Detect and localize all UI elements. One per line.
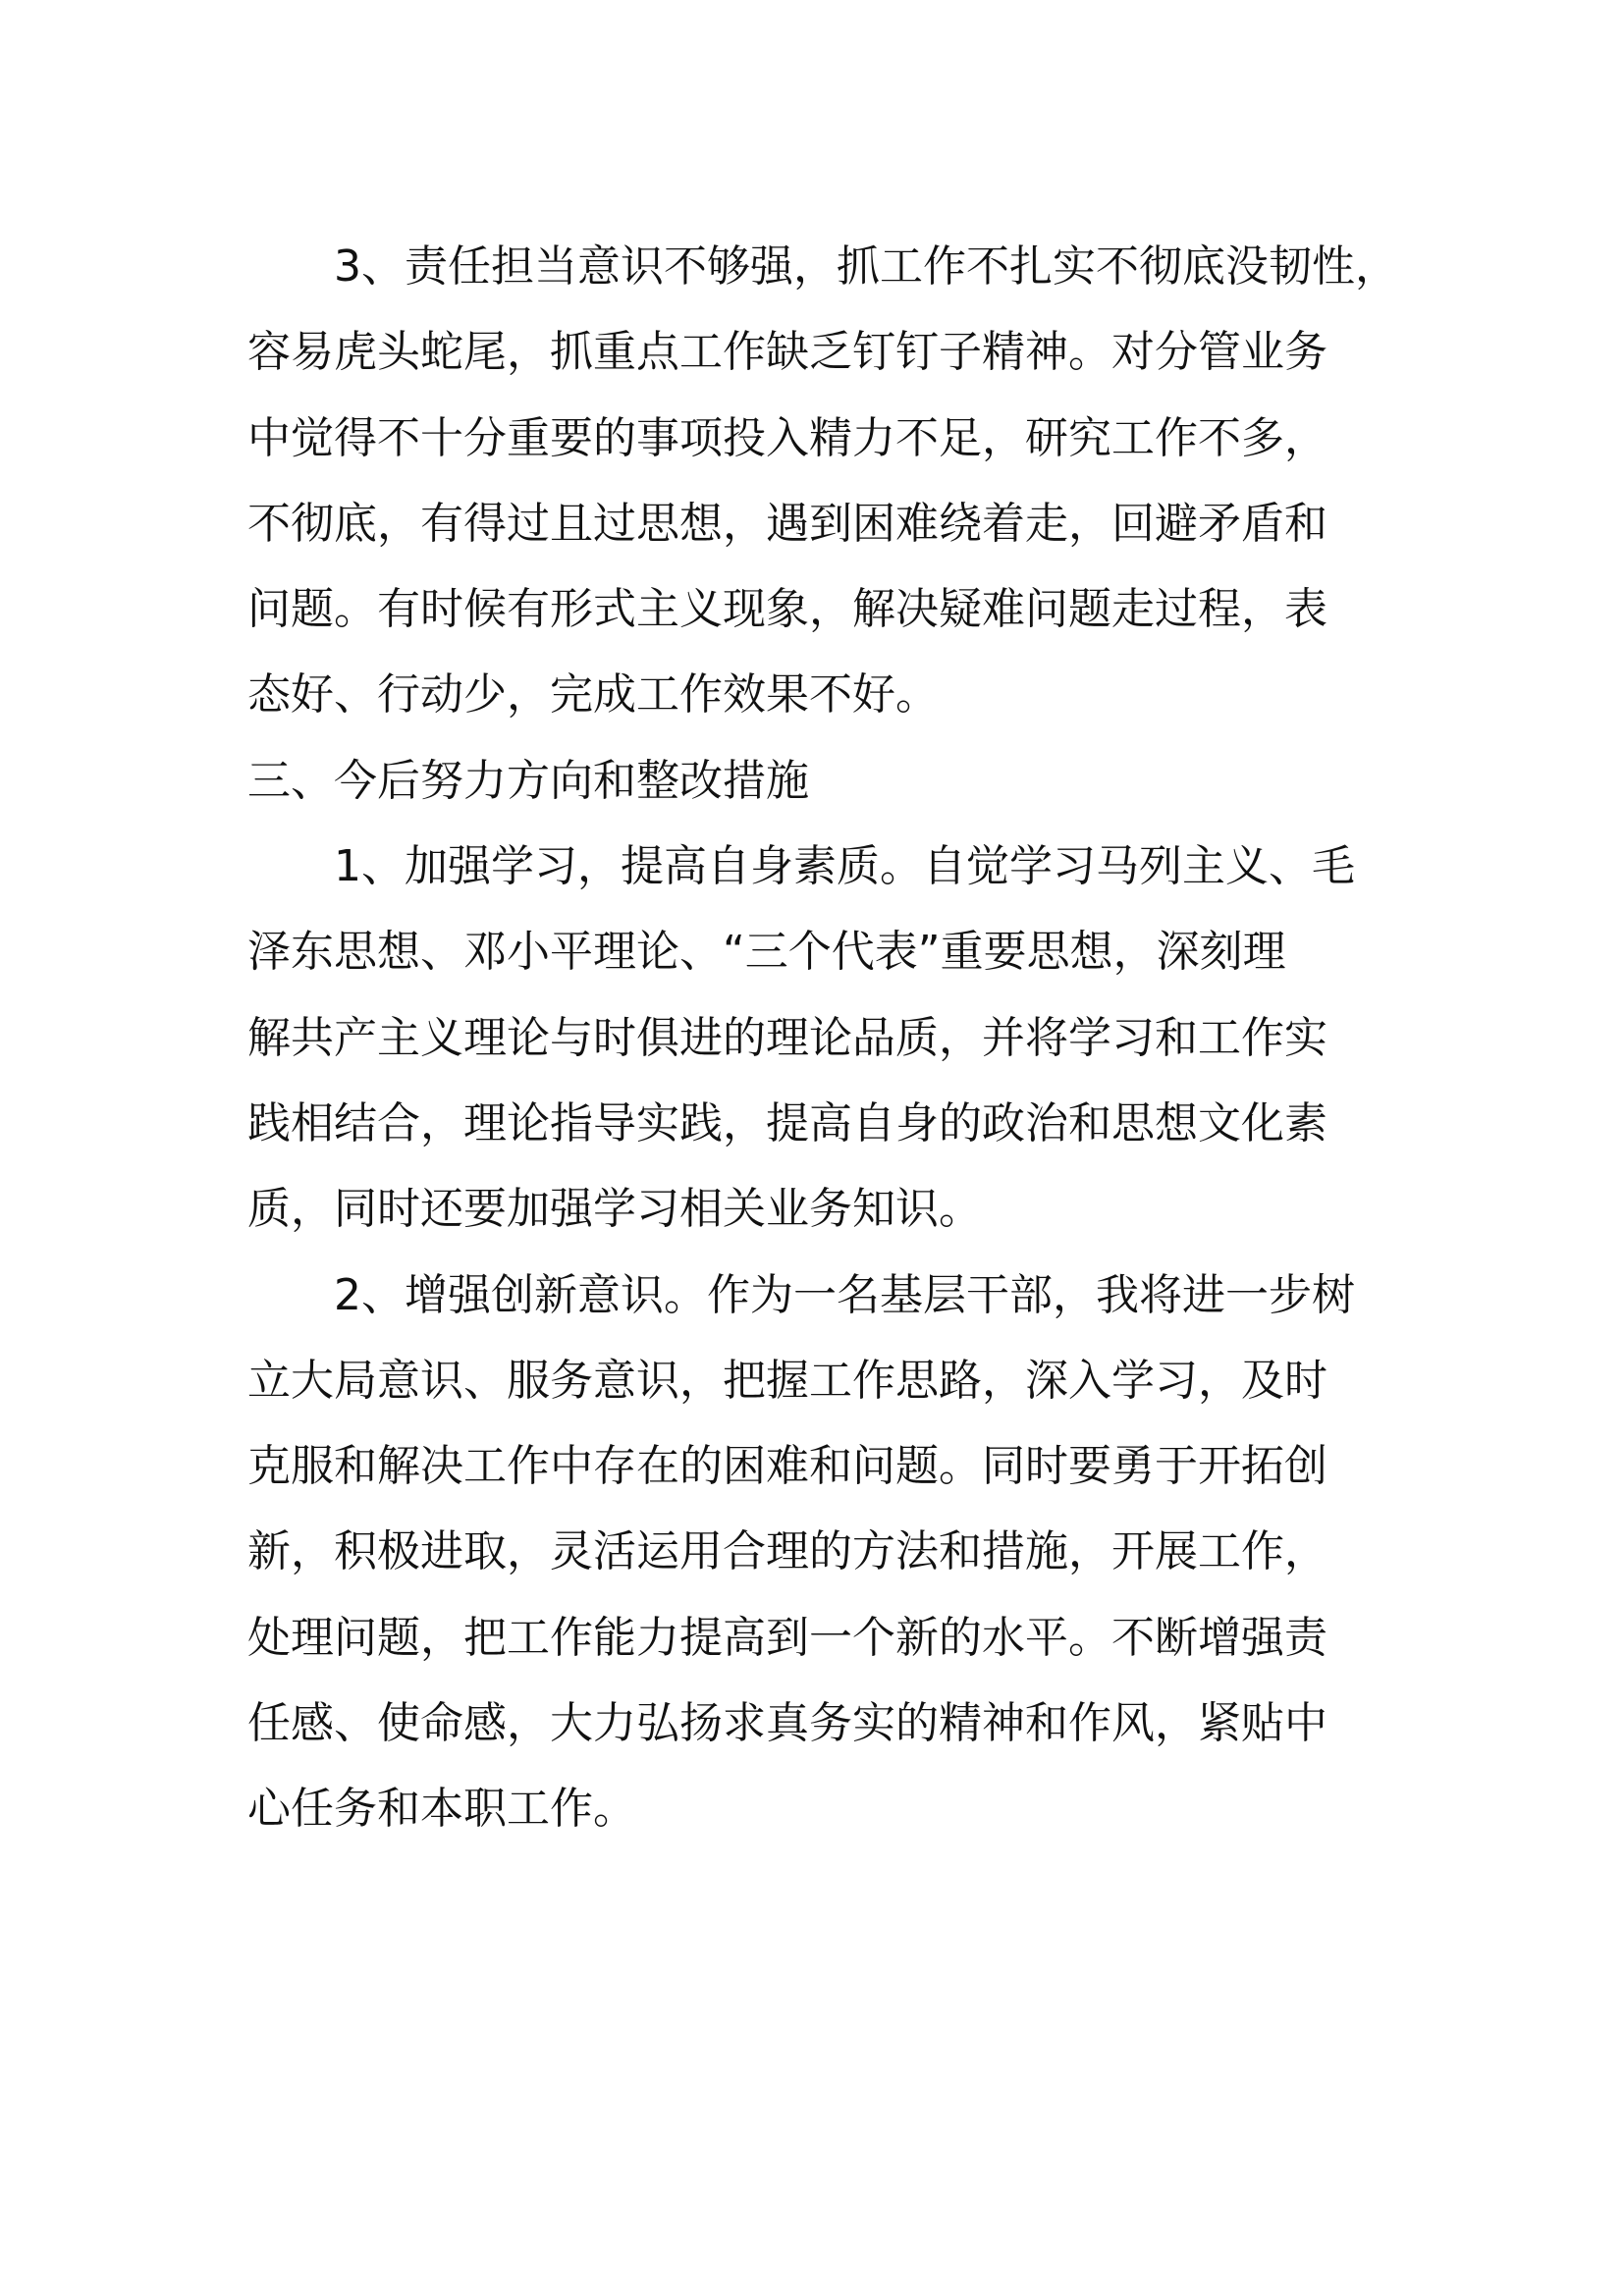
document-body: [247, 224, 1398, 1852]
text-line: 立大局意识、服务意识，把握工作思路，深入学习，及时: [247, 1355, 1327, 1406]
text-line: 不彻底，有得过且过思想，遇到困难绕着走，回避矛盾和: [247, 498, 1327, 549]
section-heading: 三、今后努力方向和整改措施: [247, 755, 809, 806]
text-line: 践相结合，理论指导实践，提高自身的政治和思想文化素: [247, 1097, 1327, 1148]
text-line: 2、增强创新意识。作为一名基层干部，我将进一步树: [334, 1269, 1355, 1320]
text-line: 心任务和本职工作。: [247, 1784, 636, 1835]
text-line: 问题。有时候有形式主义现象，解决疑难问题走过程，表: [247, 584, 1327, 635]
text-line: 容易虎头蛇尾，抓重点工作缺乏钉钉子精神。对分管业务: [247, 327, 1327, 378]
paragraph-responsibility: [247, 224, 1398, 738]
paragraph-study: [247, 824, 1388, 1252]
text-line: 质，同时还要加强学习相关业务知识。: [247, 1184, 982, 1235]
text-line: 任感、使命感，大力弘扬求真务实的精神和作风，紧贴中: [247, 1698, 1327, 1749]
text-line: 态好、行动少，完成工作效果不好。: [247, 669, 939, 721]
text-line: 1、加强学习，提高自身素质。自觉学习马列主义、毛: [334, 841, 1355, 892]
text-line: 中觉得不十分重要的事项投入精力不足，研究工作不多，: [247, 412, 1327, 463]
text-line: 克服和解决工作中存在的困难和问题。同时要勇于开拓创: [247, 1441, 1327, 1492]
text-line: 处理问题，把工作能力提高到一个新的水平。不断增强责: [247, 1612, 1327, 1663]
text-line: 新，积极进取，灵活运用合理的方法和措施，开展工作，: [247, 1526, 1327, 1577]
text-line: 解共产主义理论与时俱进的理论品质，并将学习和工作实: [247, 1012, 1327, 1063]
paragraph-innovation: [247, 1253, 1388, 1852]
text-line: 3、责任担当意识不够强，抓工作不扎实不彻底没韧性，: [334, 241, 1398, 292]
text-line: 泽东思想、邓小平理论、“三个代表”重要思想，深刻理: [247, 927, 1286, 978]
